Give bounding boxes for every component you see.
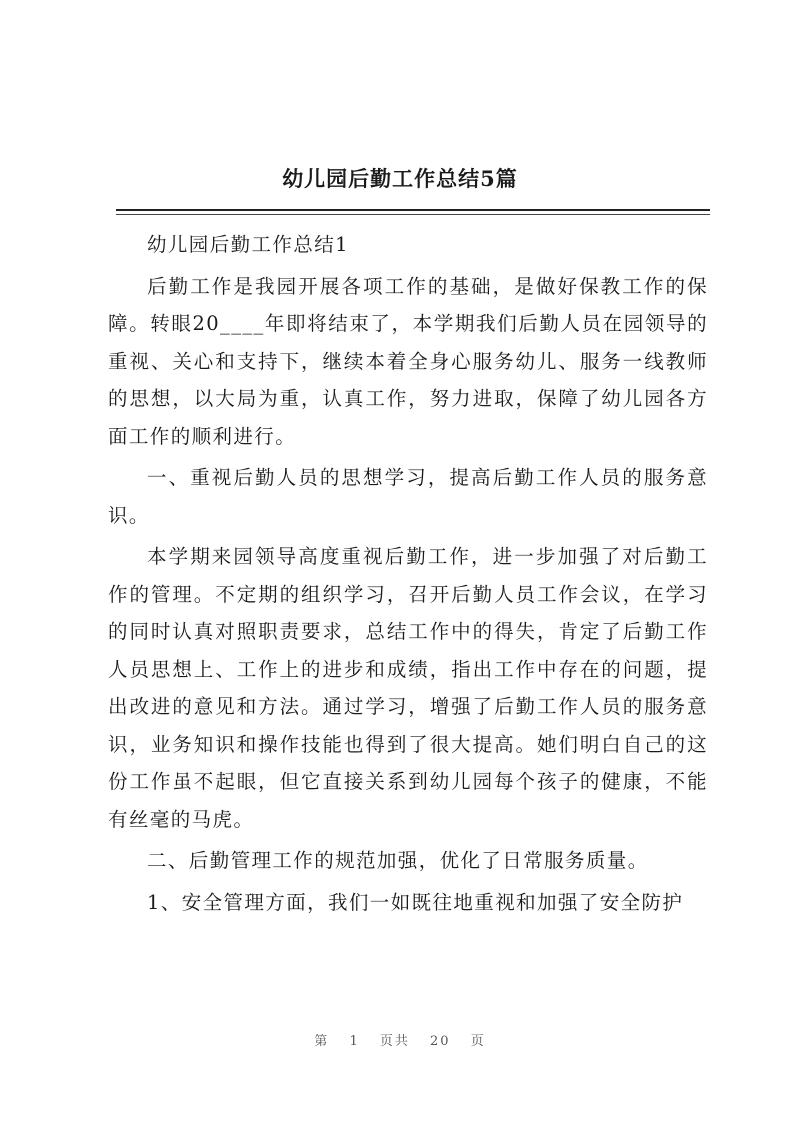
title-divider: [116, 209, 710, 211]
body-paragraph: 1、安全管理方面，我们一如既往地重视和加强了安全防护: [147, 890, 684, 914]
section-heading: 一、重视后勤人员的思想学习，提高后勤工作人员的服务意识。: [108, 466, 708, 527]
section-title: 幼儿园后勤工作总结1: [147, 233, 349, 256]
footer-label-end: 页: [470, 1034, 486, 1049]
section-heading: 二、后勤管理工作的规范加强，优化了日常服务质量。: [147, 849, 649, 872]
footer-label-page: 第: [314, 1034, 330, 1049]
footer-current-page: 1: [349, 1034, 360, 1049]
document-title: 幼儿园后勤工作总结5篇: [282, 166, 518, 191]
body-paragraph: 本学期来园领导高度重视后勤工作，进一步加强了对后勤工作的管理。不定期的组织学习，召开后勤人员工作会议，在学习的同时认真对照职责要求，总结工作中的得失，肯定了后勤工作人员思想上、工作上的进步和成绩，指出工作中存在的问题，提出改进的意见和方法。通过学习，增强了后勤工作人员的服务意识，业务知识和操作技能也得到了很大提高。她们明白自己的这份工作虽不起眼，但它直接关系到幼儿园每个孩子的健康，不能有丝毫的马虎。: [108, 545, 708, 831]
footer-label-of: 页共: [379, 1034, 410, 1049]
title-divider-secondary: [116, 214, 710, 215]
body-paragraph: 后勤工作是我园开展各项工作的基础，是做好保教工作的保障。转眼20____年即将结束了，本学期我们后勤人员在园领导的重视、关心和支持下，继续本着全身心服务幼儿、服务一线教师的思想，以大局为重，认真工作，努力进取，保障了幼儿园各方面工作的顺利进行。: [108, 274, 708, 448]
document-body: [108, 226, 708, 921]
footer-total-pages: 20: [430, 1034, 451, 1049]
page-footer: [0, 1030, 800, 1049]
